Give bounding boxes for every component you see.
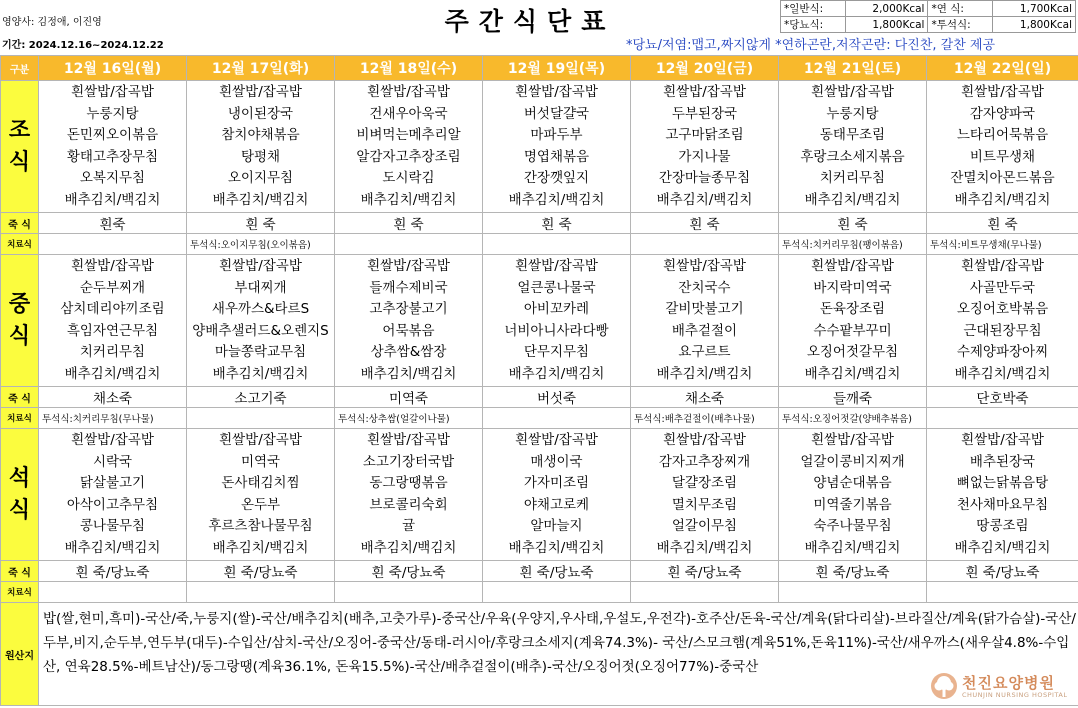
juk-item: 흰 죽 — [631, 213, 779, 234]
juk-item: 흰 죽/당뇨죽 — [335, 561, 483, 582]
menu-item: 얼갈이콩비지찌개 — [800, 453, 905, 470]
treatment-item — [483, 234, 631, 255]
menu-item: 배추김치/백김치 — [656, 365, 753, 382]
category-header: 구분 — [1, 56, 39, 81]
lunch-items-row — [1, 255, 1078, 387]
kcal-value: 1,800Kcal — [993, 17, 1076, 33]
kcal-label: *당뇨식: — [781, 17, 846, 33]
hospital-logo — [930, 670, 1070, 704]
menu-item: 흰쌀밥/잡곡밥 — [961, 84, 1044, 100]
juk-label: 죽 식 — [1, 387, 39, 408]
menu-item: 돈사태김치찜 — [221, 475, 300, 491]
menu-item: 치커리무침 — [79, 344, 146, 360]
menu-item: 오이지무침 — [227, 170, 294, 186]
menu-item: 아비꼬카레 — [523, 301, 590, 317]
juk-item: 들깨죽 — [779, 387, 927, 408]
menu-grid — [0, 55, 1078, 706]
menu-item: 흰쌀밥/잡곡밥 — [219, 258, 302, 274]
menu-item: 미역국 — [240, 453, 281, 470]
lunch-label-char: 식 — [8, 323, 31, 349]
breakfast-label — [1, 81, 39, 213]
breakfast-day-cell — [335, 81, 483, 213]
dinner-day-cell — [39, 429, 187, 561]
treatment-item — [927, 408, 1078, 429]
menu-item: 닭살불고기 — [79, 475, 146, 491]
juk-item: 채소죽 — [631, 387, 779, 408]
menu-item: 흰쌀밥/잡곡밥 — [515, 258, 598, 274]
breakfast-day-cell — [187, 81, 335, 213]
menu-item: 배추김치/백김치 — [656, 191, 753, 208]
menu-item: 바지락미역국 — [813, 279, 892, 296]
treatment-item: 투석식:치커리무침(무나물) — [39, 408, 187, 429]
menu-item: 너비아니사라다빵 — [504, 322, 609, 339]
menu-item: 오징어호박볶음 — [956, 301, 1049, 317]
menu-item: 멸치무조림 — [671, 496, 738, 513]
menu-item: 흰쌀밥/잡곡밥 — [811, 84, 894, 100]
menu-item: 배추김치/백김치 — [954, 365, 1051, 382]
menu-item: 고구마닭조림 — [665, 127, 744, 143]
kcal-value: 1,700Kcal — [993, 1, 1076, 17]
page-title: 주간식단표 — [444, 7, 616, 36]
origin-label: 원산지 — [1, 603, 39, 706]
menu-item: 비트무생채 — [969, 148, 1036, 165]
menu-item: 버섯달걀국 — [523, 105, 590, 122]
lunch-day-cell — [927, 255, 1078, 387]
menu-item: 땅콩조림 — [976, 518, 1029, 534]
menu-item: 근대된장무침 — [963, 322, 1042, 339]
lunch-day-cell — [335, 255, 483, 387]
treatment-item — [483, 408, 631, 429]
breakfast-treatment-row — [1, 234, 1078, 255]
menu-item: 동태무조림 — [819, 127, 886, 143]
menu-item: 감자고추장찌개 — [658, 453, 751, 470]
day-header-row — [1, 56, 1078, 81]
kcal-label: *일반식: — [781, 1, 846, 17]
kcal-row — [781, 17, 1076, 33]
menu-item: 후르츠참나물무침 — [208, 518, 313, 534]
breakfast-label-char: 식 — [8, 149, 31, 175]
treatment-item — [631, 234, 779, 255]
menu-item: 잔멸치아몬드볶음 — [950, 170, 1055, 186]
menu-item: 갈비맛불고기 — [665, 301, 744, 317]
menu-item: 흰쌀밥/잡곡밥 — [961, 432, 1044, 448]
juk-label: 죽 식 — [1, 213, 39, 234]
menu-item: 뼈없는닭볶음탕 — [956, 475, 1049, 491]
menu-item: 간장깻잎지 — [523, 170, 590, 186]
dinner-treatment-row — [1, 582, 1078, 603]
menu-item: 배추김치/백김치 — [804, 191, 901, 208]
dinner-day-cell — [927, 429, 1078, 561]
kcal-value: 2,000Kcal — [845, 1, 928, 17]
day-header: 12월 18일(수) — [335, 56, 483, 81]
menu-item: 배추김치/백김치 — [212, 365, 309, 382]
treatment-item: 투석식:오이지무침(오이볶음) — [187, 234, 335, 255]
tree-logo-icon — [930, 672, 958, 700]
menu-item: 얼큰콩나물국 — [517, 279, 596, 296]
breakfast-day-cell — [39, 81, 187, 213]
breakfast-label-char: 조 — [8, 117, 31, 143]
dinner-label — [1, 429, 39, 561]
juk-item: 흰 죽/당뇨죽 — [187, 561, 335, 582]
menu-item: 흰쌀밥/잡곡밥 — [367, 84, 450, 100]
menu-item: 단무지무침 — [523, 344, 590, 360]
menu-item: 비벼먹는메추리알 — [356, 127, 461, 143]
day-header: 12월 19일(목) — [483, 56, 631, 81]
treatment-item: 투석식:배추겉절이(배추나물) — [631, 408, 779, 429]
menu-item: 탕평채 — [240, 148, 281, 165]
dietitian-label: 영양사: 김정애, 이진영 — [2, 17, 102, 28]
menu-item: 배추김치/백김치 — [508, 365, 605, 382]
treatment-label: 치료식 — [1, 234, 39, 255]
menu-item: 배추김치/백김치 — [212, 191, 309, 208]
treatment-item — [631, 582, 779, 603]
menu-item: 얼갈이무침 — [671, 518, 738, 534]
lunch-day-cell — [779, 255, 927, 387]
menu-item: 배추김치/백김치 — [64, 365, 161, 382]
breakfast-day-cell — [631, 81, 779, 213]
juk-item: 흰 죽/당뇨죽 — [631, 561, 779, 582]
juk-item: 흰 죽 — [483, 213, 631, 234]
menu-item: 흰쌀밥/잡곡밥 — [663, 84, 746, 100]
menu-item: 흰쌀밥/잡곡밥 — [961, 258, 1044, 274]
menu-item: 흰쌀밥/잡곡밥 — [71, 432, 154, 448]
day-header: 12월 21일(토) — [779, 56, 927, 81]
menu-item: 아삭이고추무침 — [66, 496, 159, 513]
menu-item: 어묵볶음 — [382, 322, 435, 339]
menu-item: 흑임자연근무침 — [66, 322, 159, 339]
menu-item: 달걀장조림 — [671, 475, 738, 491]
menu-item: 알마늘지 — [530, 518, 583, 534]
juk-item: 미역죽 — [335, 387, 483, 408]
juk-item: 흰 죽 — [779, 213, 927, 234]
lunch-day-cell — [39, 255, 187, 387]
menu-item: 배추김치/백김치 — [64, 191, 161, 208]
menu-item: 건새우아욱국 — [369, 105, 448, 122]
menu-item: 마파두부 — [530, 127, 583, 143]
lunch-day-cell — [483, 255, 631, 387]
menu-item: 배추김치/백김치 — [804, 539, 901, 556]
menu-item: 순두부찌개 — [79, 279, 146, 296]
treatment-item: 투석식:상추쌈(얼갈이나물) — [335, 408, 483, 429]
dinner-day-cell — [483, 429, 631, 561]
menu-item: 배추김치/백김치 — [360, 365, 457, 382]
menu-item: 미역줄기볶음 — [813, 496, 892, 513]
menu-item: 동그랑땡볶음 — [369, 475, 448, 491]
menu-item: 오징어젓갈무침 — [806, 344, 899, 360]
hospital-name: 천진요양병원 — [962, 674, 1055, 692]
menu-item: 명엽채볶음 — [523, 148, 590, 165]
juk-item: 흰 죽/당뇨죽 — [483, 561, 631, 582]
treatment-item — [335, 234, 483, 255]
menu-item: 돈민찌오이볶음 — [66, 127, 159, 143]
day-header: 12월 22일(일) — [927, 56, 1078, 81]
lunch-label-char: 중 — [8, 291, 31, 317]
menu-item: 알감자고추장조림 — [356, 148, 461, 165]
menu-item: 삼치데리야끼조림 — [60, 301, 165, 317]
menu-item: 흰쌀밥/잡곡밥 — [219, 432, 302, 448]
lunch-day-cell — [187, 255, 335, 387]
juk-item: 소고기죽 — [187, 387, 335, 408]
day-header: 12월 20일(금) — [631, 56, 779, 81]
menu-item: 도시락김 — [382, 170, 435, 186]
day-header: 12월 17일(화) — [187, 56, 335, 81]
menu-item: 양념순대볶음 — [813, 475, 892, 491]
menu-item: 새우까스&타르S — [211, 301, 310, 317]
menu-item: 흰쌀밥/잡곡밥 — [367, 258, 450, 274]
menu-item: 냉이된장국 — [227, 105, 294, 122]
dinner-day-cell — [779, 429, 927, 561]
treatment-item — [335, 582, 483, 603]
menu-item: 들깨수제비국 — [369, 279, 448, 296]
menu-item: 후랑크소세지볶음 — [800, 148, 905, 165]
menu-item: 배추겉절이 — [671, 322, 738, 339]
menu-item: 배추김치/백김치 — [954, 191, 1051, 208]
diet-note: *당뇨/저염:맵고,짜지않게 *연하곤란,저작곤란: 다진찬, 갈찬 제공 — [626, 38, 996, 53]
menu-item: 배추김치/백김치 — [508, 191, 605, 208]
menu-item: 누룽지탕 — [826, 105, 879, 122]
juk-item: 채소죽 — [39, 387, 187, 408]
menu-item: 배추김치/백김치 — [212, 539, 309, 556]
treatment-item — [779, 582, 927, 603]
menu-item: 수제양파장아찌 — [956, 344, 1049, 360]
kcal-row — [781, 1, 1076, 17]
treatment-item: 투석식:치커리무침(팽이볶음) — [779, 234, 927, 255]
menu-item: 부대찌개 — [234, 279, 287, 296]
menu-item: 감자양파국 — [969, 105, 1036, 122]
treatment-item — [187, 408, 335, 429]
menu-item: 마늘쫑락교무침 — [214, 344, 307, 360]
period-label: 기간: 2024.12.16~2024.12.22 — [2, 40, 164, 51]
juk-item: 흰 죽 — [927, 213, 1078, 234]
day-header: 12월 16일(월) — [39, 56, 187, 81]
juk-item: 흰 죽/당뇨죽 — [927, 561, 1078, 582]
menu-item: 배추김치/백김치 — [64, 539, 161, 556]
treatment-item — [927, 582, 1078, 603]
dinner-label-char: 석 — [8, 465, 31, 491]
menu-item: 배추김치/백김치 — [656, 539, 753, 556]
menu-item: 느타리어묵볶음 — [956, 127, 1049, 143]
juk-item: 버섯죽 — [483, 387, 631, 408]
juk-item: 흰 죽/당뇨죽 — [779, 561, 927, 582]
menu-item: 요구르트 — [678, 344, 731, 360]
kcal-value: 1,800Kcal — [845, 17, 928, 33]
menu-item: 간장마늘종무침 — [658, 170, 751, 186]
menu-item: 숙주나물무침 — [813, 518, 892, 534]
menu-item: 오복지무침 — [79, 170, 146, 186]
dinner-items-row — [1, 429, 1078, 561]
dinner-day-cell — [187, 429, 335, 561]
hospital-name-english: CHUNJIN NURSING HOSPITAL — [962, 691, 1068, 699]
menu-item: 흰쌀밥/잡곡밥 — [515, 432, 598, 448]
menu-item: 배추김치/백김치 — [360, 191, 457, 208]
kcal-table — [780, 0, 1076, 33]
treatment-label: 치료식 — [1, 408, 39, 429]
menu-item: 양배추샐러드&오렌지S — [192, 322, 329, 339]
menu-item: 상추쌈&쌈장 — [370, 344, 447, 360]
menu-item: 돈육장조림 — [819, 301, 886, 317]
menu-item: 천사채마요무침 — [956, 496, 1049, 513]
breakfast-day-cell — [779, 81, 927, 213]
juk-item: 단호박죽 — [927, 387, 1078, 408]
menu-item: 배추된장국 — [969, 453, 1036, 470]
menu-item: 귤 — [401, 518, 416, 534]
dinner-day-cell — [335, 429, 483, 561]
breakfast-items-row — [1, 81, 1078, 213]
juk-label: 죽 식 — [1, 561, 39, 582]
treatment-label: 치료식 — [1, 582, 39, 603]
lunch-label — [1, 255, 39, 387]
menu-item: 배추김치/백김치 — [508, 539, 605, 556]
lunch-treatment-row — [1, 408, 1078, 429]
menu-item: 시락국 — [92, 453, 133, 470]
menu-item: 온두부 — [240, 496, 281, 513]
juk-item: 흰 죽 — [187, 213, 335, 234]
treatment-item — [187, 582, 335, 603]
treatment-item: 투석식:비트무생채(무나물) — [927, 234, 1078, 255]
menu-item: 두부된장국 — [671, 105, 738, 122]
menu-item: 흰쌀밥/잡곡밥 — [515, 84, 598, 100]
menu-item: 배추김치/백김치 — [954, 539, 1051, 556]
menu-item: 치커리무침 — [819, 170, 886, 186]
menu-item: 가자미조림 — [523, 475, 590, 491]
menu-item: 야채고로케 — [523, 496, 590, 513]
treatment-item: 투석식:오징어젓갈(양배추볶음) — [779, 408, 927, 429]
menu-item: 흰쌀밥/잡곡밥 — [811, 258, 894, 274]
juk-item: 흰 죽 — [335, 213, 483, 234]
menu-item: 황태고추장무침 — [66, 148, 159, 165]
kcal-label: *투석식: — [928, 17, 993, 33]
menu-item: 흰쌀밥/잡곡밥 — [811, 432, 894, 448]
juk-item: 흰 죽/당뇨죽 — [39, 561, 187, 582]
kcal-label: *연 식: — [928, 1, 993, 17]
menu-item: 배추김치/백김치 — [804, 365, 901, 382]
lunch-juk-row — [1, 387, 1078, 408]
menu-item: 흰쌀밥/잡곡밥 — [71, 258, 154, 274]
menu-item: 흰쌀밥/잡곡밥 — [663, 432, 746, 448]
breakfast-day-cell — [927, 81, 1078, 213]
menu-item: 참치야채볶음 — [221, 127, 300, 143]
juk-item: 흰죽 — [39, 213, 187, 234]
menu-item: 배추김치/백김치 — [360, 539, 457, 556]
menu-item: 수수팥부꾸미 — [813, 322, 892, 339]
breakfast-day-cell — [483, 81, 631, 213]
treatment-item — [39, 234, 187, 255]
menu-item: 소고기장터국밥 — [362, 453, 455, 470]
origin-row — [1, 603, 1078, 706]
menu-item: 흰쌀밥/잡곡밥 — [219, 84, 302, 100]
menu-item: 사골만두국 — [969, 279, 1036, 296]
menu-item: 고추장불고기 — [369, 301, 448, 317]
menu-item: 잔치국수 — [678, 279, 731, 296]
dinner-label-char: 식 — [8, 497, 31, 523]
menu-item: 가지나물 — [678, 148, 731, 165]
menu-item: 흰쌀밥/잡곡밥 — [71, 84, 154, 100]
menu-item: 매생이국 — [530, 453, 583, 470]
treatment-item — [39, 582, 187, 603]
dinner-juk-row — [1, 561, 1078, 582]
treatment-item — [483, 582, 631, 603]
lunch-day-cell — [631, 255, 779, 387]
menu-item: 흰쌀밥/잡곡밥 — [367, 432, 450, 448]
origin-text: 밥(쌀,현미,흑미)-국산/죽,누룽지(쌀)-국산/배추김치(배추,고춧가루)-중국산/우육(우양지,우사태,우설도,우전각)-호주산/돈육-국산/계육(닭다리살)-브라질산/계육(닭가슴살)-국산/두부,비지,순두부,연두부(대두)-수입산/삼치-국산/오징어-중국산/동태-러시아/후랑크소세지(계육74.3%)- 국산/스모크햄(계육51%,돈육11%)-국산/새우까스(새우살4.8%-수입산, 연육28.5%-베트남산)/동그랑땡(계육36.1%, 돈육15.5%)-국산/배추겉절이(배추)-국산/오징어젓(오징어77%)-중국산 — [39, 603, 1078, 706]
menu-item: 콩나물무침 — [79, 518, 146, 534]
menu-item: 흰쌀밥/잡곡밥 — [663, 258, 746, 274]
dinner-day-cell — [631, 429, 779, 561]
menu-item: 브로콜리숙회 — [369, 496, 448, 513]
breakfast-juk-row — [1, 213, 1078, 234]
menu-item: 누룽지탕 — [86, 105, 139, 122]
